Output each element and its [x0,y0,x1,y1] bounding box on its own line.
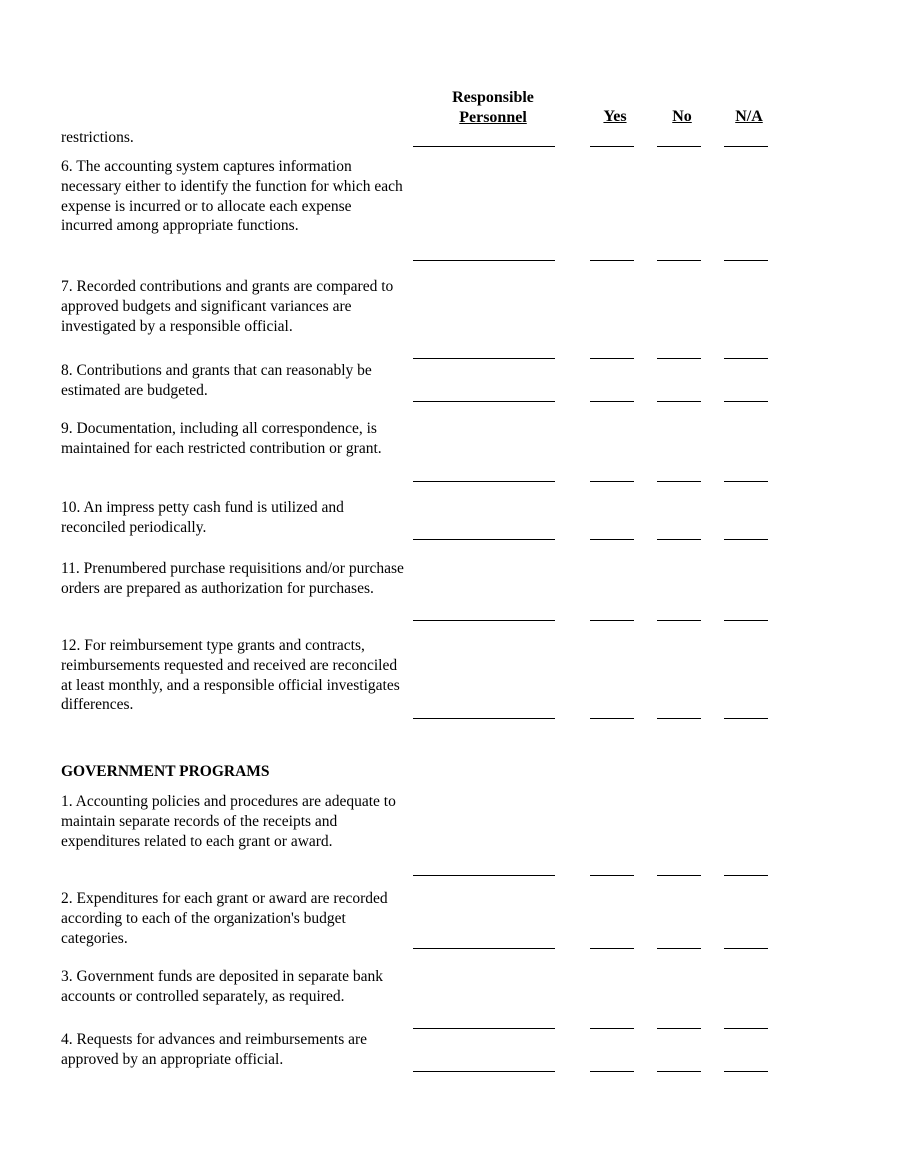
no-answer-line[interactable] [657,1071,701,1072]
personnel-answer-line[interactable] [413,539,555,540]
personnel-answer-line[interactable] [413,1028,555,1029]
na-answer-line[interactable] [724,1071,768,1072]
yes-answer-line[interactable] [590,875,634,876]
no-answer-line[interactable] [657,401,701,402]
na-answer-line[interactable] [724,718,768,719]
yes-answer-line[interactable] [590,948,634,949]
yes-answer-line[interactable] [590,1028,634,1029]
question-text: 10. An impress petty cash fund is utilized and reconciled periodically. [61,499,344,536]
personnel-answer-line[interactable] [413,146,555,147]
yes-answer-line[interactable] [590,146,634,147]
section-title-government-programs: GOVERNMENT PROGRAMS [61,763,270,780]
na-answer-line[interactable] [724,260,768,261]
question-text: 1. Accounting policies and procedures are adequate to maintain separate records of the receipts and expenditures related to each grant or award. [61,793,396,850]
question-text: 11. Prenumbered purchase requisitions and/or purchase orders are prepared as authorization for purchases. [61,560,404,597]
no-answer-line[interactable] [657,620,701,621]
question-text: 2. Expenditures for each grant or award are recorded according to each of the organization's budget categories. [61,890,388,947]
no-answer-line[interactable] [657,146,701,147]
no-answer-line[interactable] [657,260,701,261]
yes-answer-line[interactable] [590,260,634,261]
na-answer-line[interactable] [724,401,768,402]
na-answer-line[interactable] [724,948,768,949]
na-answer-line[interactable] [724,539,768,540]
personnel-answer-line[interactable] [413,620,555,621]
yes-answer-line[interactable] [590,481,634,482]
no-answer-line[interactable] [657,358,701,359]
header-personnel-line2: Personnel [459,109,527,126]
personnel-answer-line[interactable] [413,481,555,482]
no-answer-line[interactable] [657,718,701,719]
question-text: 4. Requests for advances and reimbursements are approved by an appropriate official. [61,1031,368,1068]
no-answer-line[interactable] [657,481,701,482]
no-answer-line[interactable] [657,948,701,949]
na-answer-line[interactable] [724,1028,768,1029]
header-na: N/A [735,108,763,125]
yes-answer-line[interactable] [590,401,634,402]
question-text: 12. For reimbursement type grants and contracts, reimbursements requested and received are reconciled at least monthly, and a responsible official investigates differences. [61,637,400,714]
header-personnel-line1: Responsible [452,89,534,106]
yes-answer-line[interactable] [590,539,634,540]
yes-answer-line[interactable] [590,1071,634,1072]
yes-answer-line[interactable] [590,718,634,719]
personnel-answer-line[interactable] [413,948,555,949]
na-answer-line[interactable] [724,481,768,482]
personnel-answer-line[interactable] [413,401,555,402]
personnel-answer-line[interactable] [413,718,555,719]
question-text: 8. Contributions and grants that can reasonably be estimated are budgeted. [61,362,372,399]
header-no: No [672,108,692,125]
no-answer-line[interactable] [657,539,701,540]
question-text: 7. Recorded contributions and grants are compared to approved budgets and significant variances are investigated by a responsible official. [61,278,394,335]
personnel-answer-line[interactable] [413,358,555,359]
personnel-answer-line[interactable] [413,1071,555,1072]
header-responsible-personnel [433,88,553,128]
no-answer-line[interactable] [657,1028,701,1029]
personnel-answer-line[interactable] [413,260,555,261]
na-answer-line[interactable] [724,358,768,359]
no-answer-line[interactable] [657,875,701,876]
question-text: 3. Government funds are deposited in separate bank accounts or controlled separately, as required. [61,968,383,1005]
na-answer-line[interactable] [724,875,768,876]
question-text: 6. The accounting system captures information necessary either to identify the function for which each expense is incurred or to allocate each expense incurred among appropriate functions. [61,158,403,235]
personnel-answer-line[interactable] [413,875,555,876]
question-text: 9. Documentation, including all correspondence, is maintained for each restricted contribution or grant. [61,420,382,457]
na-answer-line[interactable] [724,620,768,621]
question-text: restrictions. [61,129,134,146]
yes-answer-line[interactable] [590,620,634,621]
header-yes: Yes [603,108,627,125]
yes-answer-line[interactable] [590,358,634,359]
na-answer-line[interactable] [724,146,768,147]
